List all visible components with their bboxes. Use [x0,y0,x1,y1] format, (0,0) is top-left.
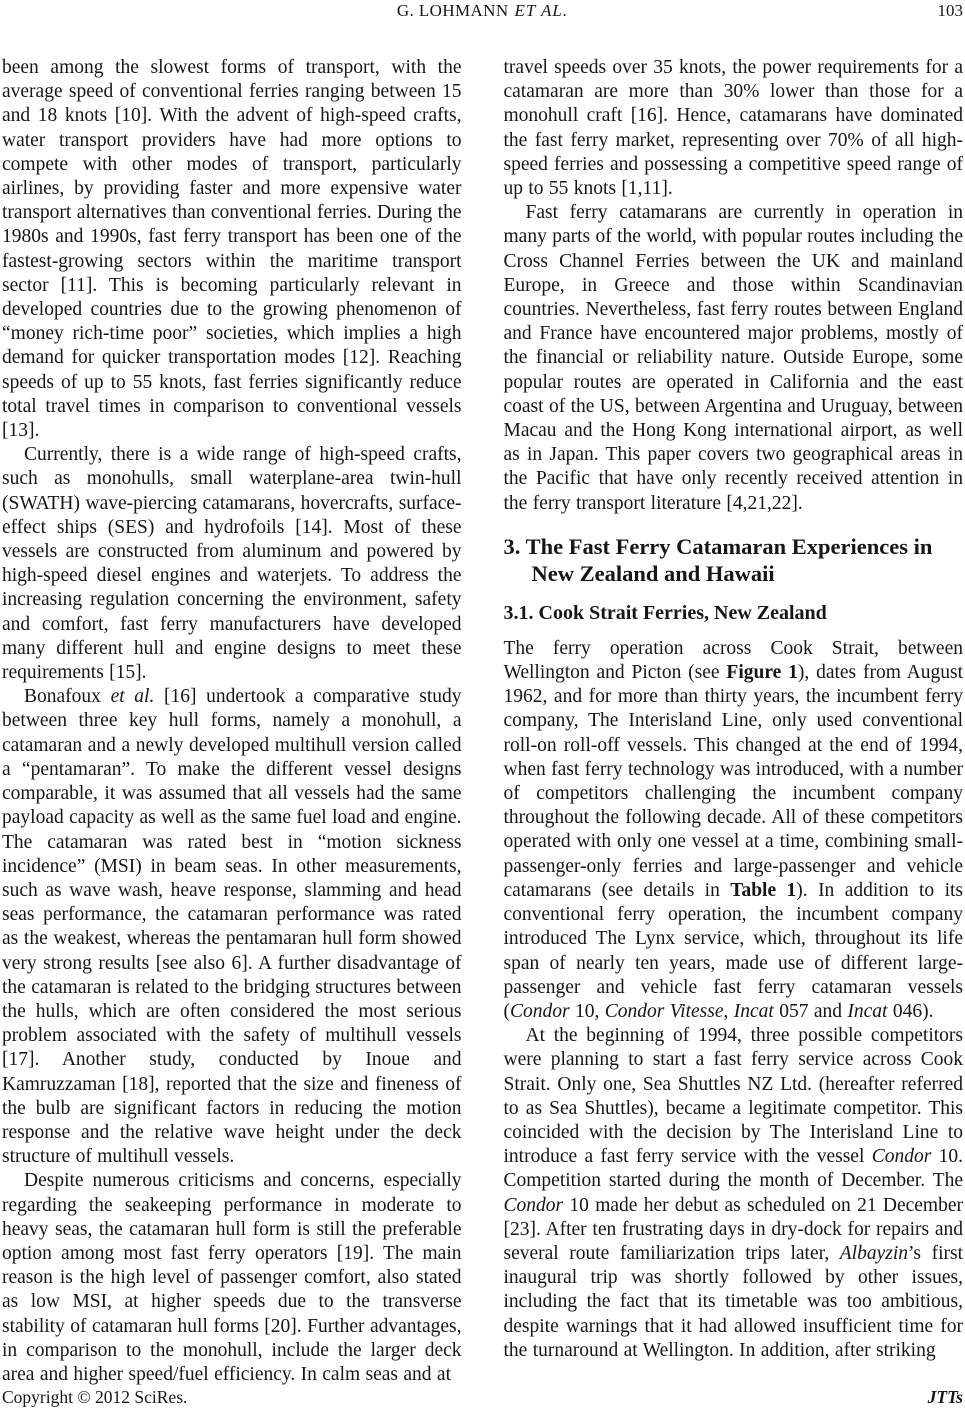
paragraph [504,56,964,201]
text-run: 10 made her debut as scheduled on 21 December [23]. After ten frustrating days in dry-dock for repairs and several route familiarization trips later, [503,1194,963,1264]
text-run: 046). [887,1000,934,1022]
text-run: Bonafoux [24,686,111,708]
text-run: 057 and [773,1000,848,1022]
paragraph [504,637,964,1024]
text-run: At the beginning of 1994, three possible competitors were planning to start a fast ferry service across Cook Strait. Only one, Sea Shuttles NZ Ltd. (hereafter referred to as Sea Shuttles), became a legitimate competitor. This coincided with the decision by The Interisland Line to introduce a fast ferry service with the vessel [503,1025,963,1168]
text-run: Fast ferry catamarans are currently in operation in many parts of the world, with popular routes including the Cross Channel Ferries between the UK and mainland Europe, in Greece and those within Scandinavian countries. Nevertheless, fast ferry routes between England and France have encountered major problems, mostly of the financial or reliability nature. Outside Europe, some popular routes are operated in California and the east coast of the US, between Argentina and Uruguay, between Macau and the Hong Kong international airport, as well as in Japan. This paper covers two geographical areas in the Pacific that have only recently received attention in the ferry transport literature [4,21,22]. [503,202,963,514]
page-number: 103 [937,1,963,20]
text-run: ’s first inaugural trip was shortly followed by other issues, including the fact that its timetable was too ambitious, despite warnings that it had allowed insufficient time for the turnaround at Wellington. In addition, after striking [503,1242,963,1361]
journal-abbrev: JTTs [927,1387,963,1407]
italic-run: Condor [503,1194,564,1216]
italic-run: Condor Vitesse [604,1000,724,1022]
italic-run: et al. [110,686,155,708]
italic-run: Incat [733,1000,774,1022]
text-run: [16] undertook a comparative study between three key hull forms, namely a monohull, a catamaran and a newly developed multihull version called a “pentamaran”. To make the different vessel designs comparable, it was assumed that all vessels had the same payload capacity as well as the same fuel load and engine. The catamaran was rated best in “motion sickness incidence” (MSI) in beam seas. In other measurements, such as wave wash, heave response, slamming and head seas performance, the catamaran performance was rated as the weakest, whereas the pentamaran hull form showed very strong results [see also 6]. A further disadvantage of the catamaran is related to the bridging structures between the hulls, which are often considered the most serious problem associated with the safety of multihull vessels [17]. Another study, conducted by Inoue and Kamruzzaman [18], reported that the size and fineness of the bulb are significant factors in reducing the motion response and the relative wave height under the deck structure of multihull vessels. [2,686,462,1168]
text-run: 10, [569,1000,605,1022]
italic-run: Incat [847,1000,888,1022]
page-footer [2,1387,963,1408]
text-run: ), dates from August 1962, and for more than thirty years, the incumbent ferry company, The Interisland Line, only used conventional roll-on roll-off vessels. This changed at the end of 1994, when fast ferry technology was introduced, with a number of competitors challenging the incumbent company throughout the following decade. All of these competitors operated with only one vessel at a time, combining small-passenger-only ferries and large-passenger and vehicle catamarans (see details in [503,662,963,901]
text-run: Currently, there is a wide range of high-speed crafts, such as monohulls, small waterplane-area twin-hull (SWATH) wave-piercing catamarans, hovercrafts, surface-effect ships (SES) and hydrofoils [14]. Most of these vessels are constructed from aluminum and powered by high-speed diesel engines and waterjets. To address the increasing regulation concerning the environment, safety and comfort, fast ferry manufacturers have developed many different hull and engine designs to meet these requirements [15]. [2,444,462,684]
page-header [2,1,963,23]
text-run: The ferry operation across Cook Strait, between Wellington and Picton (see [503,637,963,684]
text-run: Despite numerous criticisms and concerns, especially regarding the seakeeping performance in moderate to heavy seas, the catamaran hull form is still the preferable option among most fast ferry operators [19]. The main reason is the high level of passenger comfort, also stated as low MSI, at higher speeds due to the transverse stability of catamaran hull forms [20]. Further advantages, in comparison to the monohull, include the larger deck area and higher speed/fuel efficiency. In calm seas and at [2,1170,462,1385]
subsection-heading [504,601,964,625]
italic-run: Condor [510,1000,570,1022]
column-left [2,56,462,1387]
running-title-et-al: ET AL. [514,1,569,20]
text-run: been among the slowest forms of transport, with the average speed of conventional ferries ranging between 15 and 18 knots [10]. With the advent of high-speed crafts, water transport providers have had more options to compete with other modes of transport, particularly airlines, by providing faster and more expensive water transport alternatives than conventional ferries. During the 1980s and 1990s, fast ferry transport has been one of the fastest-growing sectors within the maritime transport sector [11]. This is becoming particularly relevant in developed countries due to the growing phenomenon of “money rich-time poor” societies, which implies a high demand for quicker transportation modes [12]. Reaching speeds of up to 55 knots, fast ferries significantly reduce total travel times in comparison to conventional vessels [13]. [2,57,462,442]
running-title [2,1,963,21]
paragraph [2,1169,462,1387]
running-title-authors: G. LOHMANN [396,1,509,20]
bold-run: Table 1 [730,879,797,901]
text-run: , [723,1000,734,1022]
bold-run: Figure 1 [726,662,798,684]
text-run: ). In addition to its conventional ferry operation, the incumbent company introduced The Lynx service, which, throughout its life span of nearly ten years, made use of different large-passenger and vehicle fast ferry catamaran vessels ( [503,879,963,1022]
text-run: 10. Competition started during the month of December. The [503,1146,963,1192]
text-run: travel speeds over 35 knots, the power requirements for a catamaran are more than 30% lower than those for a monohull craft [16]. Hence, catamarans have dominated the fast ferry market, representing over 70% of all high-speed ferries and possessing a competitive speed range of up to 55 knots [1,11]. [503,57,963,200]
italic-run: Albayzin [839,1242,909,1264]
copyright-text: Copyright © 2012 SciRes. [2,1387,188,1407]
column-right [504,56,964,1387]
text-run: 3. The Fast Ferry Catamaran Experiences in New Zealand and Hawaii [503,533,933,586]
section-heading [504,533,964,587]
paragraph [504,201,964,516]
paragraph [2,685,462,1169]
paragraph [2,56,462,443]
paragraph [2,443,462,685]
italic-run: Condor [871,1146,932,1168]
text-columns [2,56,963,1387]
text-run: 3.1. Cook Strait Ferries, New Zealand [503,601,827,624]
paragraph [504,1024,964,1363]
